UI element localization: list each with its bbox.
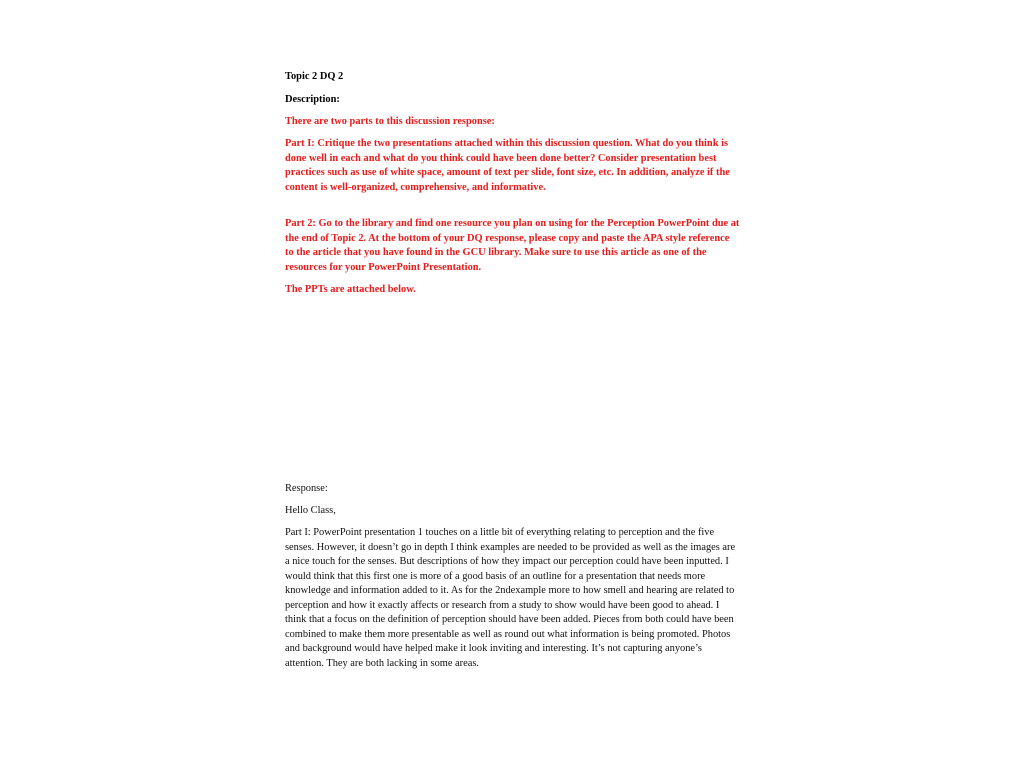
document-title: Topic 2 DQ 2 — [285, 71, 344, 82]
response-label: Response: — [285, 483, 328, 494]
attachments-note: The PPTs are attached below. — [285, 284, 416, 295]
instructions-part2: Part 2: Go to the library and find one resource you plan on using for the Perception PowerPoint due at the end of Topic 2. At the bottom of your DQ response, please copy and paste the APA style reference to the article that you have found in the GCU library. Make sure to use this article as one of the resources for your PowerPoint Presentation. — [285, 218, 740, 273]
response-body: Part I: PowerPoint presentation 1 touches on a little bit of everything relating to perception and the five senses. However, it doesn’t go in depth I think examples are needed to be provided as well as the images are a nice touch for the senses. But descriptions of how they impact our perception could have been inputted. I would think that this first one is more of a good basis of an outline for a presentation that needs more knowledge and information added to it. As for the 2ndexample more to how smell and hearing are related to perception and how it exactly affects or research from a study to show would have been good to ahead. I think that a focus on the definition of perception should have been added. Pieces from both could have been combined to make them more presentable as well as round out what information is being promoted. Photos and background would have helped make it look inviting and interesting. It’s not capturing anyone’s attention. They are both lacking in some areas. — [285, 527, 736, 669]
instructions-intro: There are two parts to this discussion response: — [285, 116, 495, 127]
description-label: Description: — [285, 94, 340, 105]
instructions-part1: Part I: Critique the two presentations attached within this discussion question. What do you think is done well in each and what do you think could have been done better? Consider presentation best practices such as use of white space, amount of text per slide, font size, etc. In addition, analyze if the content is well-organized, comprehensive, and informative. — [285, 138, 730, 193]
response-greeting: Hello Class, — [285, 505, 336, 516]
document-text-column — [285, 0, 740, 768]
